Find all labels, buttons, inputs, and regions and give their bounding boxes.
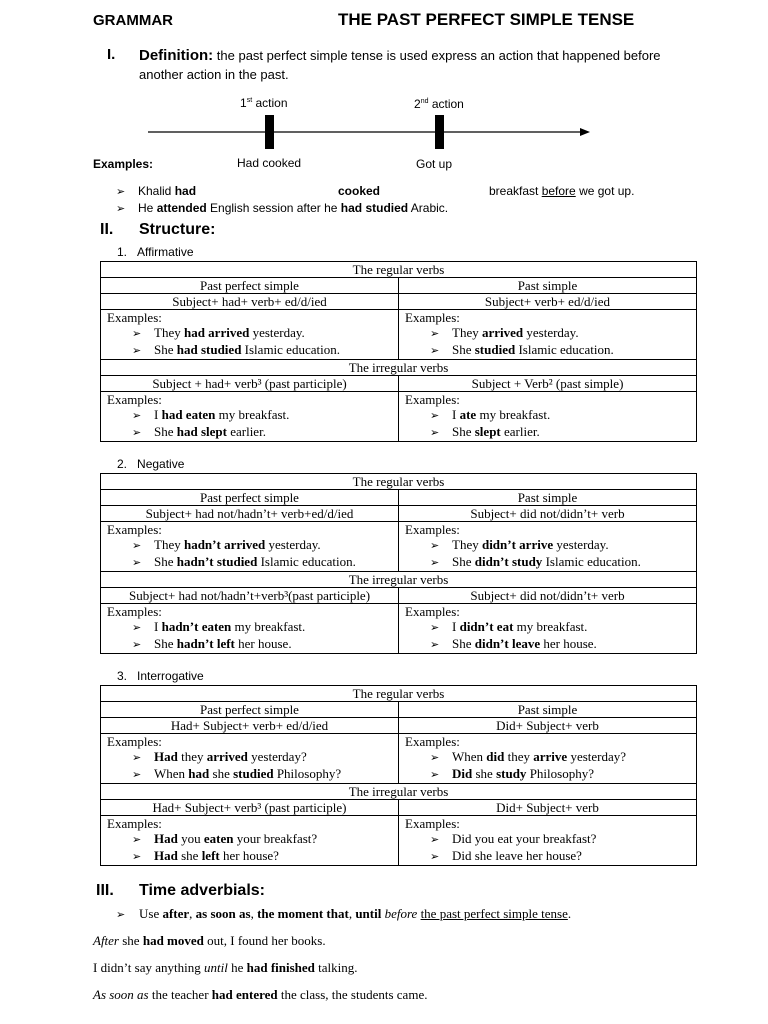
affirmative-heading: 1. Affirmative: [117, 245, 194, 259]
bullet-arrow-icon: [116, 202, 138, 215]
example-cell: Examples: ➢They didn’t arrive yesterday. ➢She didn’t study Islamic education.: [399, 522, 697, 572]
column-header: Past simple: [399, 490, 697, 506]
column-header: Past simple: [399, 278, 697, 294]
example-cell: Examples: ➢When did they arrive yesterday? ➢Did she study Philosophy?: [399, 734, 697, 784]
formula-cell: Subject+ verb+ ed/d/ied: [399, 294, 697, 310]
affirmative-table: [100, 261, 697, 442]
formula-cell: Subject+ had+ verb+ ed/d/ied: [101, 294, 399, 310]
example-cell: Examples: ➢They arrived yesterday. ➢She studied Islamic education.: [399, 310, 697, 360]
definition-label: Definition:: [139, 47, 214, 64]
column-header: Past perfect simple: [101, 702, 399, 718]
formula-cell: Did+ Subject+ verb: [399, 718, 697, 734]
table-header: The irregular verbs: [101, 572, 697, 588]
time-adverbials-rule: ➢Use after, as soon as, the moment that, until before the past perfect simple tense.: [116, 906, 571, 922]
interrogative-table: [100, 685, 697, 866]
column-header: Past perfect simple: [101, 278, 399, 294]
timeline-caption-1: Had cooked: [237, 156, 302, 170]
formula-cell: Had+ Subject+ verb+ ed/d/ied: [101, 718, 399, 734]
interrogative-heading: 3. Interrogative: [117, 669, 204, 683]
example-cell: Examples: ➢They had arrived yesterday. ➢She had studied Islamic education.: [101, 310, 399, 360]
formula-cell: Subject+ had not/hadn’t+ verb+ed/d/ied: [101, 506, 399, 522]
section-2-title: Structure:: [139, 221, 216, 238]
adverbial-example-3: As soon as the teacher had entered the class, the students came.: [93, 987, 428, 1002]
bullet-arrow-icon: [116, 185, 138, 198]
second-action-label: 2nd action: [414, 97, 464, 111]
adverbial-example-2: I didn’t say anything until he had finished talking.: [93, 960, 358, 975]
example-cell: Examples: ➢I ate my breakfast. ➢She slept earlier.: [399, 392, 697, 442]
definition-text-1: the past perfect simple tense is used express an action that happened before: [216, 48, 661, 63]
example-cell: Examples: ➢I hadn’t eaten my breakfast. ➢She hadn’t left her house.: [101, 604, 399, 654]
example-cell: Examples: ➢They hadn’t arrived yesterday. ➢She hadn’t studied Islamic education.: [101, 522, 399, 572]
table-header: The irregular verbs: [101, 360, 697, 376]
timeline-marker-2: [435, 115, 444, 149]
section-1-number: I.: [107, 46, 116, 63]
example-cell: Examples: ➢I had eaten my breakfast. ➢She had slept earlier.: [101, 392, 399, 442]
bullet-arrow-icon: [116, 908, 139, 921]
example-cell: Examples: ➢Did you eat your breakfast? ➢Did she leave her house?: [399, 816, 697, 866]
table-header: The regular verbs: [101, 262, 697, 278]
table-header: The regular verbs: [101, 474, 697, 490]
formula-cell: Subject + Verb² (past simple): [399, 376, 697, 392]
formula-cell: Subject+ did not/didn’t+ verb: [399, 506, 697, 522]
example-1: ➢Khalid had cooked breakfast before we got up.: [116, 184, 716, 200]
negative-table: [100, 473, 697, 654]
section-3-number: III.: [96, 882, 114, 899]
column-header: Past simple: [399, 702, 697, 718]
examples-label: Examples:: [93, 157, 154, 171]
page-title: THE PAST PERFECT SIMPLE TENSE: [338, 10, 635, 29]
formula-cell: Subject + had+ verb³ (past participle): [101, 376, 399, 392]
formula-cell: Subject+ had not/hadn’t+verb³(past participle): [101, 588, 399, 604]
timeline-marker-1: [265, 115, 274, 149]
timeline-caption-2: Got up: [416, 157, 453, 171]
column-header: Past perfect simple: [101, 490, 399, 506]
timeline: [140, 112, 600, 152]
table-header: The irregular verbs: [101, 784, 697, 800]
negative-heading: 2. Negative: [117, 457, 185, 471]
timeline-arrow-head: [580, 128, 590, 136]
formula-cell: Did+ Subject+ verb: [399, 800, 697, 816]
table-header: The regular verbs: [101, 686, 697, 702]
first-action-label: 1st action: [240, 96, 288, 110]
formula-cell: Subject+ did not/didn’t+ verb: [399, 588, 697, 604]
example-cell: Examples: ➢Had you eaten your breakfast? ➢Had she left her house?: [101, 816, 399, 866]
section-3-title: Time adverbials:: [139, 882, 265, 899]
adverbial-example-1: After she had moved out, I found her books.: [93, 933, 326, 948]
section-2-number: II.: [100, 221, 114, 238]
example-2: ➢He attended English session after he had studied Arabic.: [116, 201, 448, 215]
formula-cell: Had+ Subject+ verb³ (past participle): [101, 800, 399, 816]
definition-text-2: another action in the past.: [139, 67, 289, 82]
example-cell: Examples: ➢Had they arrived yesterday? ➢When had she studied Philosophy?: [101, 734, 399, 784]
header-label: GRAMMAR: [93, 12, 173, 29]
example-cell: Examples: ➢I didn’t eat my breakfast. ➢She didn’t leave her house.: [399, 604, 697, 654]
definition: [139, 46, 739, 84]
